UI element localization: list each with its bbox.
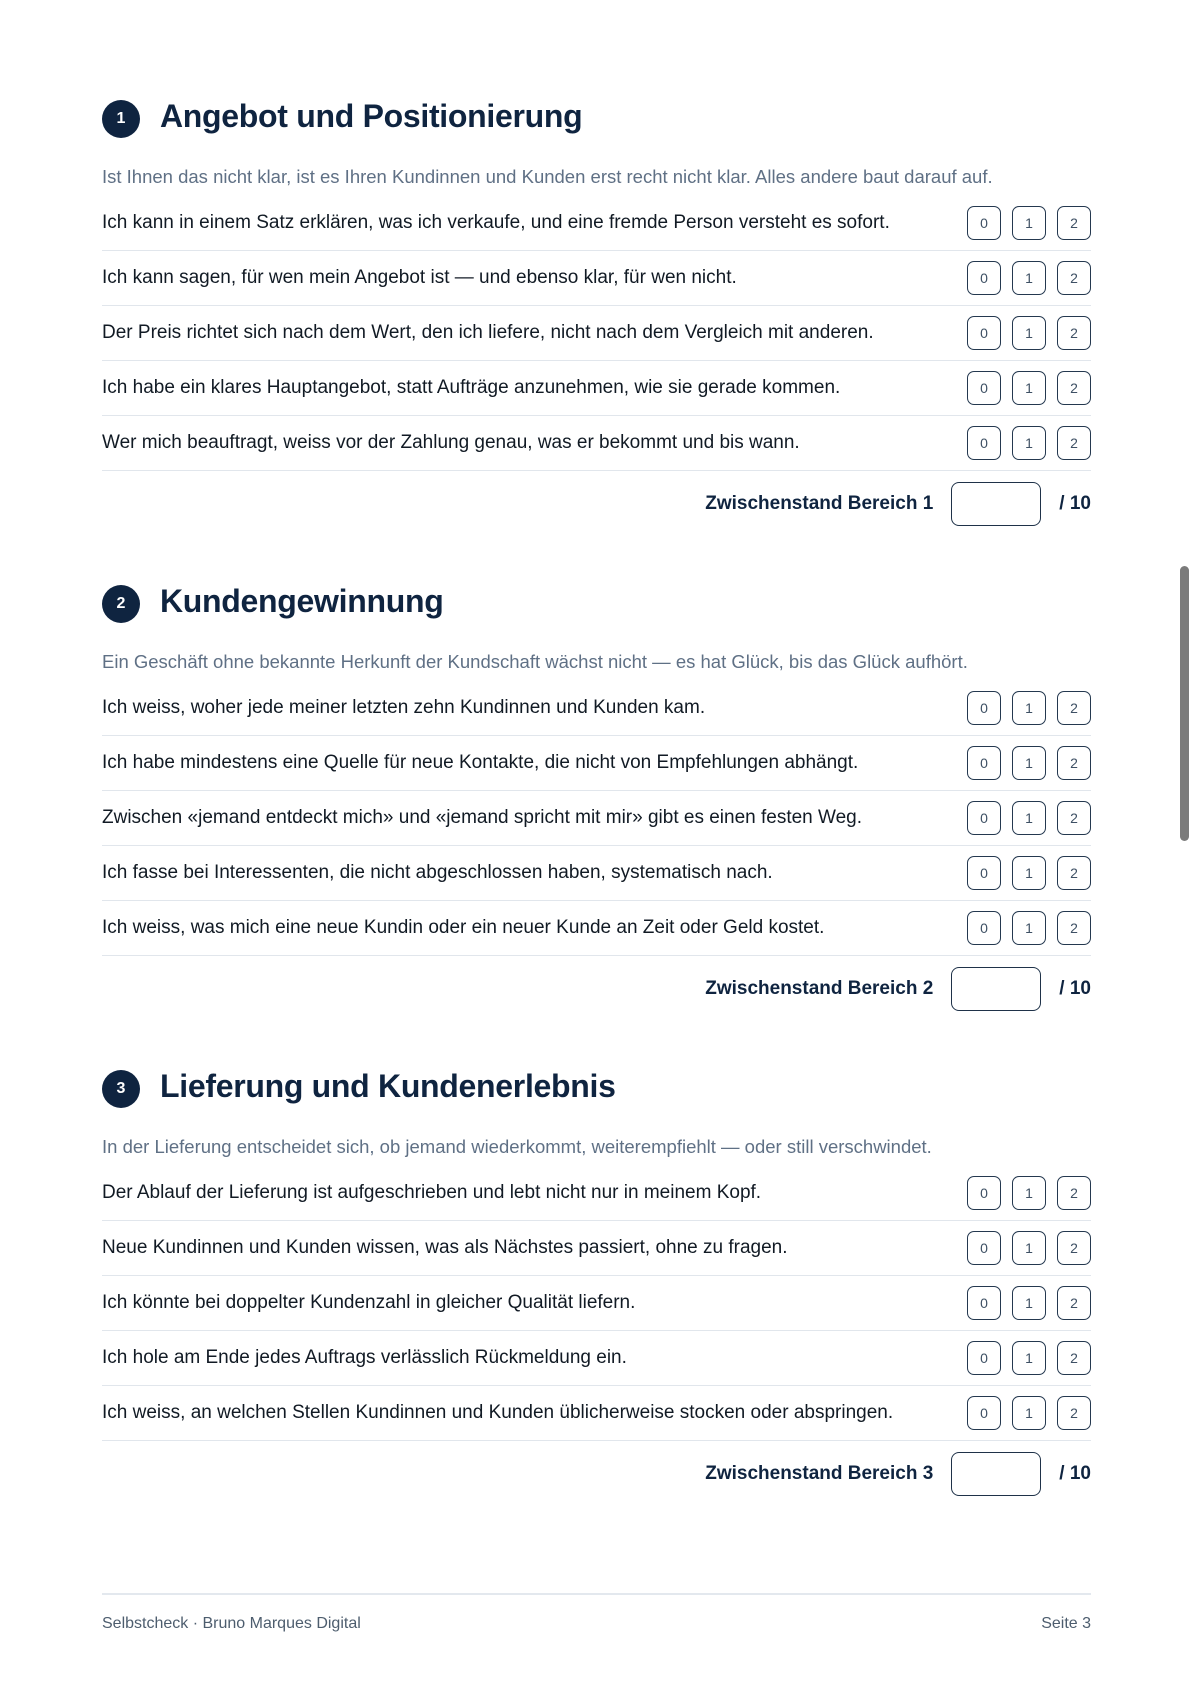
score-option-2[interactable]: 2 bbox=[1057, 1286, 1091, 1320]
subtotal-label: Zwischenstand Bereich 3 bbox=[705, 1463, 934, 1484]
score-option-1[interactable]: 1 bbox=[1012, 856, 1046, 890]
subtotal-input[interactable] bbox=[951, 1452, 1041, 1496]
subtotal-max: / 10 bbox=[1059, 1463, 1091, 1484]
score-option-2[interactable]: 2 bbox=[1057, 261, 1091, 295]
score-choices bbox=[967, 801, 1091, 835]
question-row bbox=[102, 681, 1091, 736]
section-number-badge: 2 bbox=[102, 585, 140, 623]
score-choices bbox=[967, 426, 1091, 460]
question-text: Ich weiss, was mich eine neue Kundin oder ein neuer Kunde an Zeit oder Geld kostet. bbox=[102, 917, 825, 938]
score-option-0[interactable]: 0 bbox=[967, 1341, 1001, 1375]
score-option-1[interactable]: 1 bbox=[1012, 371, 1046, 405]
subtotal-label: Zwischenstand Bereich 1 bbox=[705, 493, 934, 514]
score-choices bbox=[967, 206, 1091, 240]
score-option-0[interactable]: 0 bbox=[967, 1286, 1001, 1320]
section-number-badge: 3 bbox=[102, 1070, 140, 1108]
question-row bbox=[102, 901, 1091, 956]
score-option-2[interactable]: 2 bbox=[1057, 1396, 1091, 1430]
question-text: Der Preis richtet sich nach dem Wert, den ich liefere, nicht nach dem Vergleich mit anderen. bbox=[102, 322, 874, 343]
score-option-1[interactable]: 1 bbox=[1012, 1231, 1046, 1265]
score-option-0[interactable]: 0 bbox=[967, 856, 1001, 890]
score-choices bbox=[967, 261, 1091, 295]
scrollbar-thumb[interactable] bbox=[1180, 566, 1189, 841]
question-row bbox=[102, 361, 1091, 416]
question-row bbox=[102, 416, 1091, 471]
section-intro: Ist Ihnen das nicht klar, ist es Ihren Kundinnen und Kunden erst recht nicht klar. Alles andere baut darauf auf. bbox=[102, 166, 993, 187]
score-option-2[interactable]: 2 bbox=[1057, 856, 1091, 890]
score-option-1[interactable]: 1 bbox=[1012, 1341, 1046, 1375]
question-text: Ich kann sagen, für wen mein Angebot ist — und ebenso klar, für wen nicht. bbox=[102, 267, 737, 288]
score-option-2[interactable]: 2 bbox=[1057, 801, 1091, 835]
section-header bbox=[102, 1062, 1091, 1110]
question-row bbox=[102, 196, 1091, 251]
score-option-0[interactable]: 0 bbox=[967, 746, 1001, 780]
score-choices bbox=[967, 1286, 1091, 1320]
question-row bbox=[102, 1166, 1091, 1221]
score-option-2[interactable]: 2 bbox=[1057, 206, 1091, 240]
section-header bbox=[102, 92, 1091, 140]
score-option-0[interactable]: 0 bbox=[967, 261, 1001, 295]
score-option-2[interactable]: 2 bbox=[1057, 1176, 1091, 1210]
section-intro: Ein Geschäft ohne bekannte Herkunft der Kundschaft wächst nicht — es hat Glück, bis das Glück aufhört. bbox=[102, 651, 968, 672]
subtotal-input[interactable] bbox=[951, 967, 1041, 1011]
score-option-0[interactable]: 0 bbox=[967, 1231, 1001, 1265]
score-option-0[interactable]: 0 bbox=[967, 801, 1001, 835]
score-choices bbox=[967, 1396, 1091, 1430]
subtotal-max: / 10 bbox=[1059, 978, 1091, 999]
question-text: Zwischen «jemand entdeckt mich» und «jemand spricht mit mir» gibt es einen festen Weg. bbox=[102, 807, 863, 828]
score-option-2[interactable]: 2 bbox=[1057, 371, 1091, 405]
score-option-2[interactable]: 2 bbox=[1057, 1341, 1091, 1375]
score-option-1[interactable]: 1 bbox=[1012, 261, 1046, 295]
score-option-0[interactable]: 0 bbox=[967, 911, 1001, 945]
page-footer bbox=[102, 1593, 1091, 1633]
score-option-2[interactable]: 2 bbox=[1057, 426, 1091, 460]
score-option-2[interactable]: 2 bbox=[1057, 691, 1091, 725]
question-text: Ich habe mindestens eine Quelle für neue Kontakte, die nicht von Empfehlungen abhängt. bbox=[102, 752, 859, 773]
score-choices bbox=[967, 691, 1091, 725]
score-option-2[interactable]: 2 bbox=[1057, 746, 1091, 780]
subtotal-row bbox=[102, 956, 1091, 1022]
footer-source: Selbstcheck · Bruno Marques Digital bbox=[102, 1615, 361, 1632]
section-title: Kundengewinnung bbox=[160, 582, 444, 619]
score-choices bbox=[967, 746, 1091, 780]
question-row bbox=[102, 1331, 1091, 1386]
score-option-1[interactable]: 1 bbox=[1012, 746, 1046, 780]
score-option-1[interactable]: 1 bbox=[1012, 1176, 1046, 1210]
section-3 bbox=[102, 1062, 1091, 1507]
question-row bbox=[102, 306, 1091, 361]
subtotal-label: Zwischenstand Bereich 2 bbox=[705, 978, 934, 999]
score-choices bbox=[967, 911, 1091, 945]
score-option-1[interactable]: 1 bbox=[1012, 801, 1046, 835]
score-option-0[interactable]: 0 bbox=[967, 1396, 1001, 1430]
score-choices bbox=[967, 1341, 1091, 1375]
score-choices bbox=[967, 371, 1091, 405]
question-row bbox=[102, 1221, 1091, 1276]
question-text: Ich könnte bei doppelter Kundenzahl in gleicher Qualität liefern. bbox=[102, 1292, 636, 1313]
section-number-badge: 1 bbox=[102, 100, 140, 138]
score-option-0[interactable]: 0 bbox=[967, 316, 1001, 350]
question-row bbox=[102, 1386, 1091, 1441]
question-text: Ich habe ein klares Hauptangebot, statt Aufträge anzunehmen, wie sie gerade kommen. bbox=[102, 377, 841, 398]
score-option-1[interactable]: 1 bbox=[1012, 911, 1046, 945]
question-row bbox=[102, 791, 1091, 846]
score-option-0[interactable]: 0 bbox=[967, 371, 1001, 405]
score-option-1[interactable]: 1 bbox=[1012, 1286, 1046, 1320]
score-option-2[interactable]: 2 bbox=[1057, 911, 1091, 945]
question-row bbox=[102, 1276, 1091, 1331]
subtotal-row bbox=[102, 1441, 1091, 1507]
score-choices bbox=[967, 1176, 1091, 1210]
section-header bbox=[102, 577, 1091, 625]
score-choices bbox=[967, 856, 1091, 890]
subtotal-row bbox=[102, 471, 1091, 537]
question-text: Wer mich beauftragt, weiss vor der Zahlung genau, was er bekommt und bis wann. bbox=[102, 432, 800, 453]
question-text: Neue Kundinnen und Kunden wissen, was als Nächstes passiert, ohne zu fragen. bbox=[102, 1237, 788, 1258]
score-option-0[interactable]: 0 bbox=[967, 206, 1001, 240]
subtotal-max: / 10 bbox=[1059, 493, 1091, 514]
question-text: Ich fasse bei Interessenten, die nicht abgeschlossen haben, systematisch nach. bbox=[102, 862, 773, 883]
section-intro: In der Lieferung entscheidet sich, ob jemand wiederkommt, weiterempfiehlt — oder still verschwindet. bbox=[102, 1136, 932, 1157]
score-option-0[interactable]: 0 bbox=[967, 426, 1001, 460]
subtotal-input[interactable] bbox=[951, 482, 1041, 526]
question-text: Ich kann in einem Satz erklären, was ich verkaufe, und eine fremde Person versteht es sofort. bbox=[102, 212, 890, 233]
score-option-2[interactable]: 2 bbox=[1057, 1231, 1091, 1265]
score-option-1[interactable]: 1 bbox=[1012, 1396, 1046, 1430]
question-text: Der Ablauf der Lieferung ist aufgeschrieben und lebt nicht nur in meinem Kopf. bbox=[102, 1182, 762, 1203]
question-text: Ich weiss, an welchen Stellen Kundinnen und Kunden üblicherweise stocken oder abspringen. bbox=[102, 1402, 894, 1423]
score-option-1[interactable]: 1 bbox=[1012, 426, 1046, 460]
footer-page-number: Seite 3 bbox=[1041, 1615, 1091, 1632]
section-1 bbox=[102, 92, 1091, 537]
score-choices bbox=[967, 316, 1091, 350]
question-text: Ich hole am Ende jedes Auftrags verlässlich Rückmeldung ein. bbox=[102, 1347, 627, 1368]
score-option-2[interactable]: 2 bbox=[1057, 316, 1091, 350]
score-option-0[interactable]: 0 bbox=[967, 691, 1001, 725]
question-row bbox=[102, 736, 1091, 791]
selfcheck-content bbox=[102, 92, 1091, 1547]
section-title: Angebot und Positionierung bbox=[160, 97, 583, 134]
section-title: Lieferung und Kundenerlebnis bbox=[160, 1067, 616, 1104]
score-choices bbox=[967, 1231, 1091, 1265]
score-option-0[interactable]: 0 bbox=[967, 1176, 1001, 1210]
score-option-1[interactable]: 1 bbox=[1012, 691, 1046, 725]
question-row bbox=[102, 251, 1091, 306]
question-text: Ich weiss, woher jede meiner letzten zehn Kundinnen und Kunden kam. bbox=[102, 697, 706, 718]
section-2 bbox=[102, 577, 1091, 1022]
score-option-1[interactable]: 1 bbox=[1012, 316, 1046, 350]
question-row bbox=[102, 846, 1091, 901]
score-option-1[interactable]: 1 bbox=[1012, 206, 1046, 240]
